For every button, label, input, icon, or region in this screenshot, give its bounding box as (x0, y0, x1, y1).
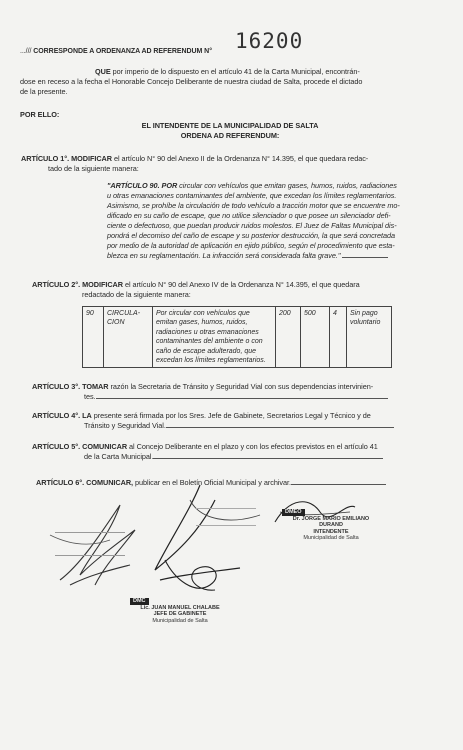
intendente-title: INTENDENTE (313, 528, 349, 535)
jefe-gabinete-stamp (130, 598, 230, 624)
title-line-2: ORDENA AD REFERENDUM: (180, 131, 280, 140)
art4-line-1: ARTÍCULO 4°. LA presente será firmada por los Sres. Jefe de Gabinete, Secretarios Legal y Técnico y de (32, 411, 371, 420)
art1-line-1: ARTÍCULO 1°. MODIFICAR el artículo N° 90 del Anexo II de la Ordenanza N° 14.395, el que quedara redac- (21, 154, 369, 163)
art2-line-2: redactado de la siguiente manera: (82, 290, 191, 299)
art5-line-1: ARTÍCULO 5°. COMUNICAR al Concejo Deliberante en el plazo y con los efectos previstos en el artículo 41 (32, 442, 378, 451)
art1-line-2: tado de la siguiente manera: (48, 164, 139, 173)
table-cell-value-4: Sin pago voluntario (347, 307, 392, 368)
quote-line-8: blezca en su reglamentación. La infracción será considerada falta grave." (107, 251, 388, 261)
art5-line-2: de la Carta Municipal. (84, 452, 383, 462)
quote-line-4: dificado en su caño de escape, que no utilice silenciador o que posee un silenciador defi- (107, 211, 391, 220)
quote-line-1: "ARTÍCULO 90. POR circular con vehículos que emitan gases, humos, ruidos, radiaciones (107, 181, 397, 190)
quote-line-7: por medio de la autoridad de aplicación en ejido público, según el procedimiento que esta- (107, 241, 395, 250)
intendente-name: Dr. JORGE MARIO EMILIANO DURAND (292, 515, 370, 529)
faded-stamp-center (196, 508, 256, 526)
jefe-gabinete-title: JEFE DE GABINETE (153, 611, 207, 618)
quote-line-2: u otras emanaciones contaminantes del ambiente, que excedan los límites reglamentarios. (107, 191, 397, 200)
preamble-line-1: QUE por imperio de lo dispuesto en el artículo 41 de la Carta Municipal, encontrán- (95, 67, 360, 76)
faded-stamp-left (55, 532, 125, 556)
anexo-table (82, 306, 392, 368)
table-row (83, 307, 392, 368)
quote-line-6: pondrá el decomiso del caño de escape y su posterior destrucción, la que será concretada (107, 231, 396, 240)
table-cell-category: CIRCULA-CION (104, 307, 153, 368)
header-line: .../// CORRESPONDE A ORDENANZA AD REFERENDUM N° (20, 48, 212, 55)
stamp-header: DMC (130, 598, 149, 605)
stamp-header: DMEO (282, 509, 305, 516)
title-line-1: EL INTENDENTE DE LA MUNICIPALIDAD DE SALTA (141, 121, 319, 130)
art2-line-1: ARTÍCULO 2°. MODIFICAR el artículo N° 90 del Anexo IV de la Ordenanza N° 14.395, el que quedara (32, 280, 360, 289)
art6-line-1: ARTÍCULO 6°. COMUNICAR, publicar en el Boletín Oficial Municipal y archivar. (36, 478, 386, 488)
table-cell-value-3: 4 (330, 307, 347, 368)
art3-line-1: ARTÍCULO 3°. TOMAR razón la Secretaria de Tránsito y Seguridad Vial con sus dependencias intervinien- (32, 382, 374, 391)
intendente-org: Municipalidad de Salta (303, 535, 359, 542)
quote-line-5: ciente o defectuoso, que puedan producir ruidos molestos. El Juez de Faltas Municipal dis- (107, 221, 397, 230)
jefe-gabinete-org: Municipalidad de Salta (152, 617, 208, 624)
quote-line-3: Asimismo, se prohíbe la circulación de todo vehículo a tracción motor que se encuentre mo- (107, 201, 400, 210)
art4-line-2: Tránsito y Seguridad Vial. (84, 421, 394, 431)
ordinance-number: 16200 (235, 29, 304, 53)
preamble-line-2: dose en receso a la fecha el Honorable Concejo Deliberante de nuestra ciudad de Salta, procede el dictado (20, 77, 363, 86)
jefe-gabinete-name: Lic. JUAN MANUEL CHALABE (140, 604, 220, 611)
signature-center (140, 480, 270, 610)
table-cell-value-2: 500 (301, 307, 330, 368)
por-ello: POR ELLO: (20, 110, 60, 119)
art3-line-2: tes. (84, 392, 388, 402)
table-cell-description: Por circular con vehículos que emitan gases, humos, ruidos, radiaciones u otras emanaciones contaminantes del ambiente o con caño de escape adulterado, que excedan los límites reglamentarios. (153, 307, 276, 368)
table-cell-number: 90 (83, 307, 104, 368)
preamble-line-3: de la presente. (20, 87, 68, 96)
intendente-stamp (282, 509, 380, 542)
table-cell-value-1: 200 (276, 307, 301, 368)
